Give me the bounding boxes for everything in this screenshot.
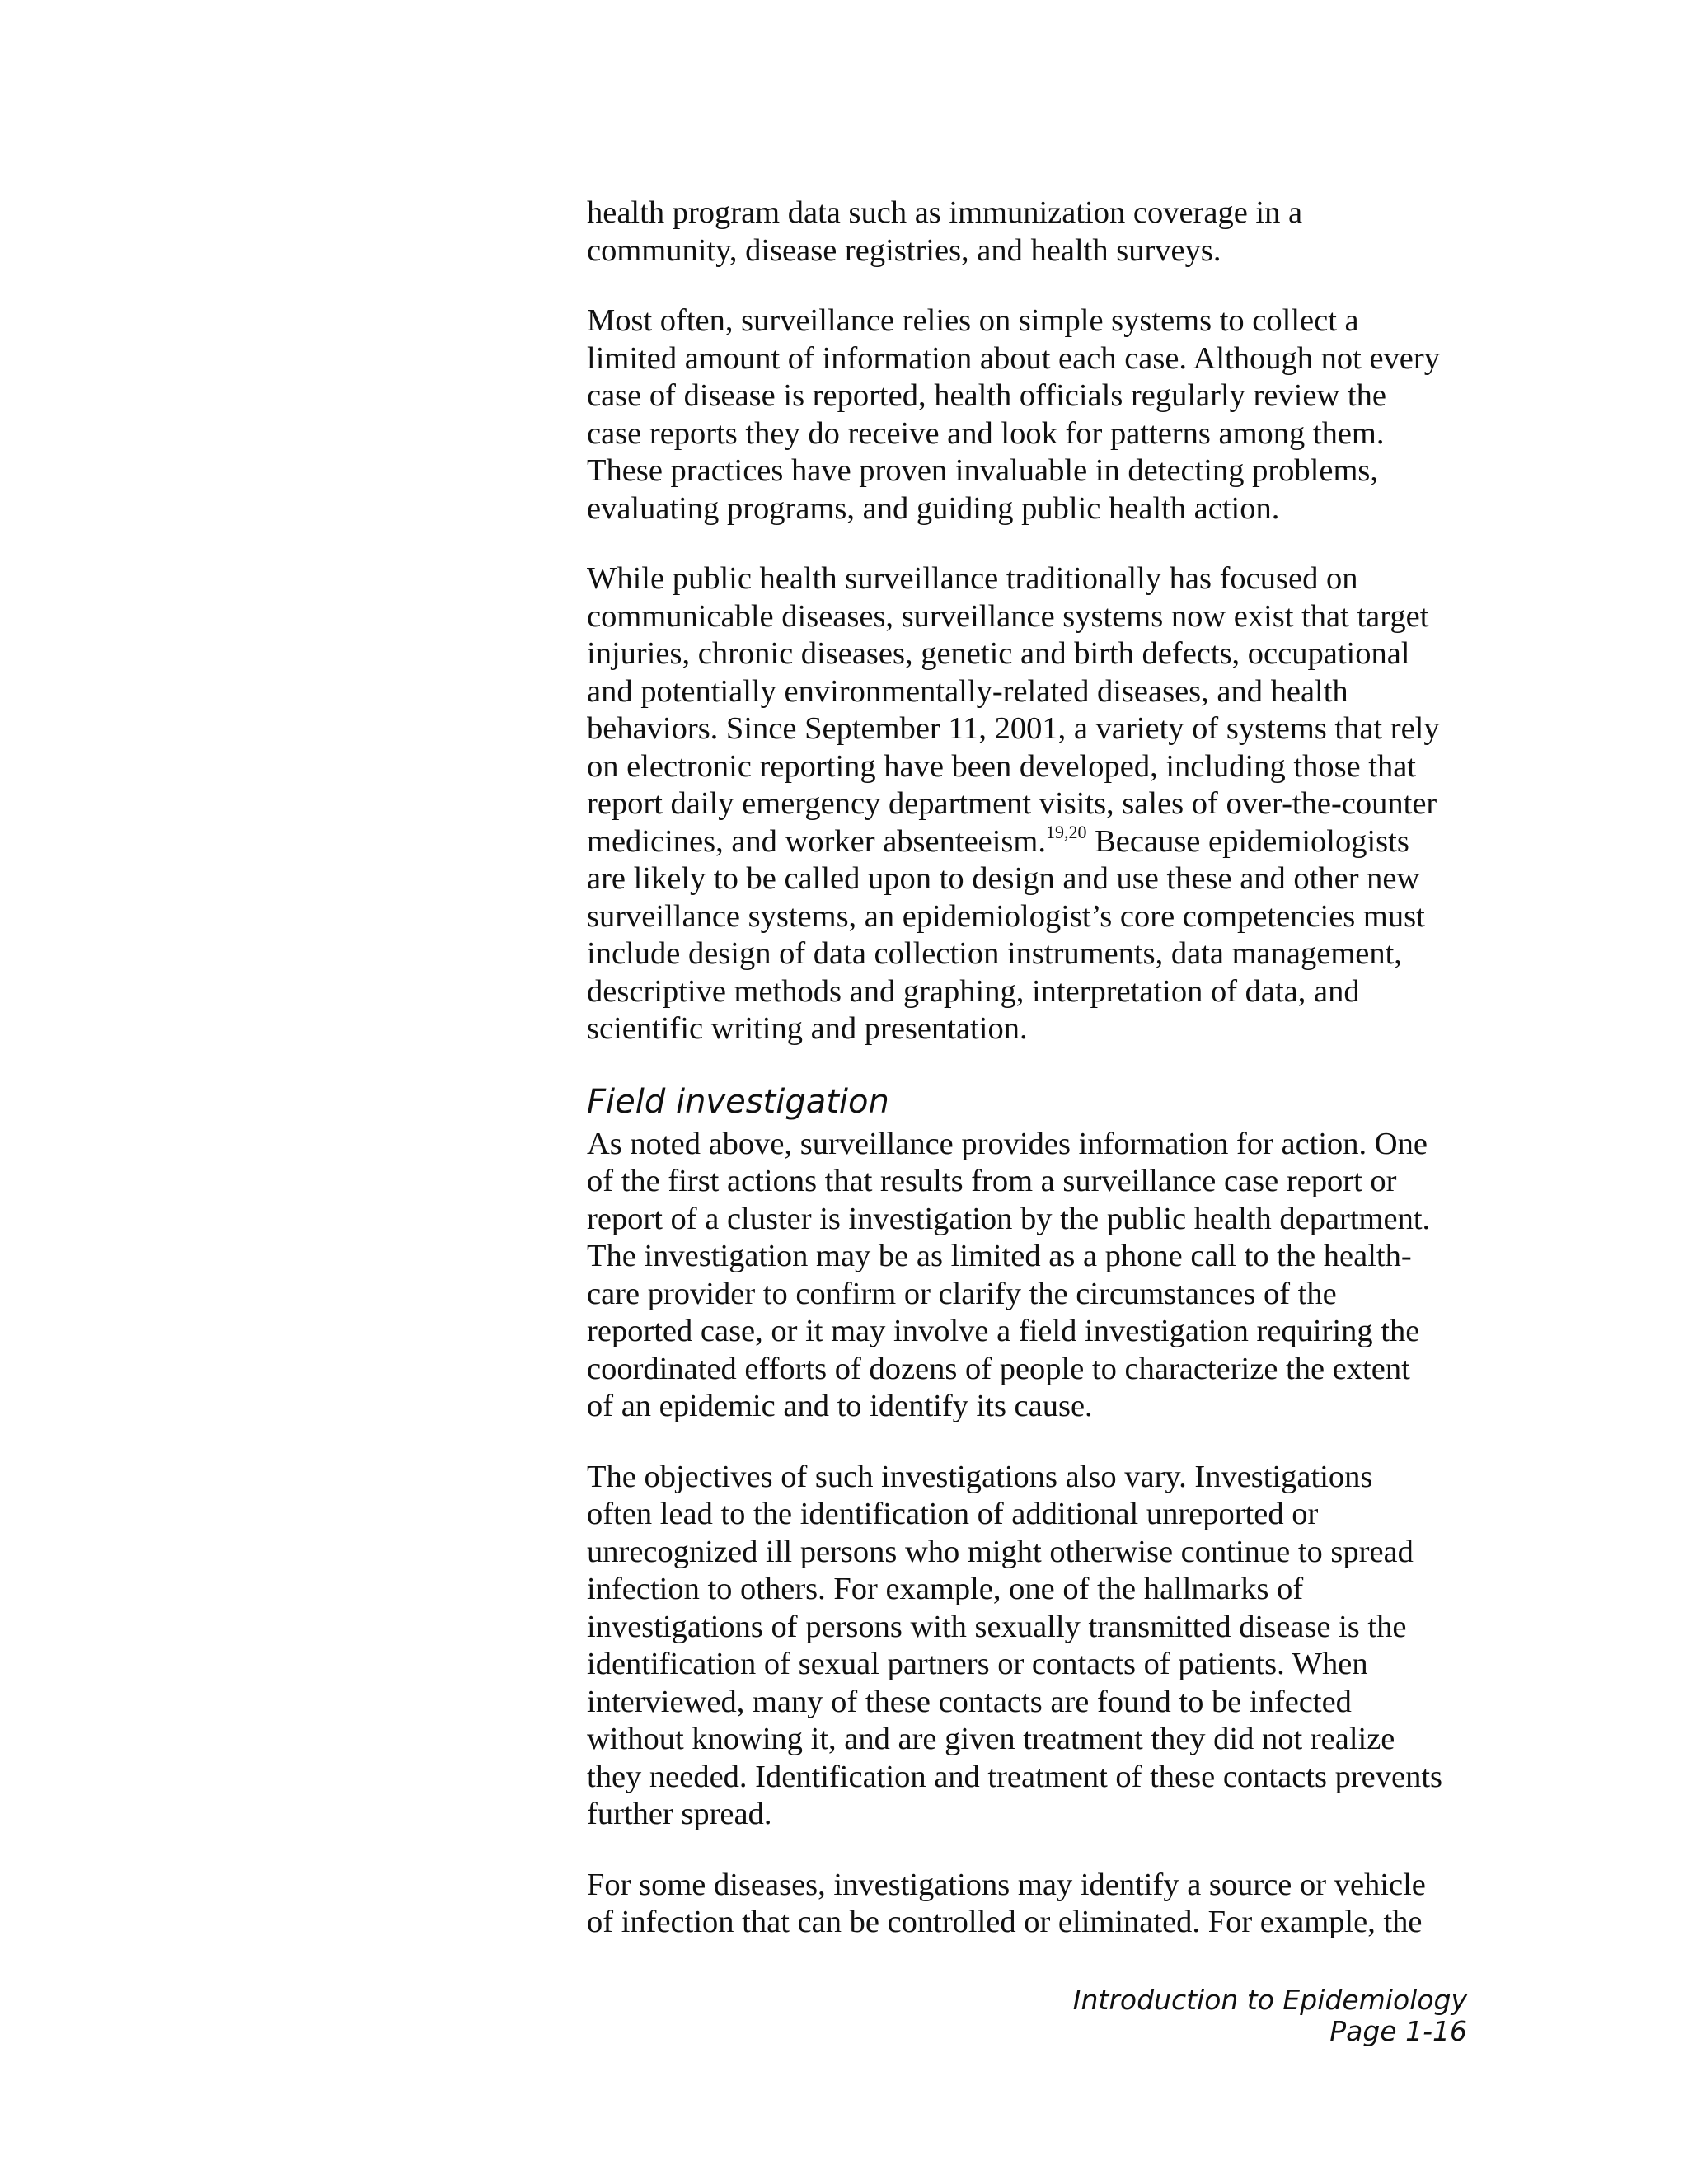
text-line: case reports they do receive and look for patterns among them. — [587, 415, 1385, 451]
text-line: investigations of persons with sexually transmitted disease is the — [587, 1609, 1407, 1644]
text-line: community, disease registries, and health surveys. — [587, 232, 1221, 268]
text-line: injuries, chronic diseases, genetic and birth defects, occupational — [587, 636, 1410, 671]
text-line: identification of sexual partners or contacts of patients. When — [587, 1647, 1368, 1681]
text-line-with-reference — [587, 823, 1477, 861]
text-line: descriptive methods and graphing, interpretation of data, and — [587, 973, 1360, 1009]
text-line: behaviors. Since September 11, 2001, a variety of systems that rely — [587, 711, 1440, 746]
text-line: scientific writing and presentation. — [587, 1011, 1028, 1046]
page-footer — [1073, 1985, 1467, 2047]
text-line: For some diseases, investigations may identify a source or vehicle — [587, 1867, 1426, 1902]
text-line: without knowing it, and are given treatment they did not realize — [587, 1722, 1395, 1756]
text-segment: Because epidemiologists — [1086, 823, 1409, 859]
text-line: Most often, surveillance relies on simple systems to collect a — [587, 303, 1359, 338]
text-segment: medicines, and worker absenteeism. — [587, 823, 1046, 859]
text-line: of infection that can be controlled or eliminated. For example, the — [587, 1905, 1423, 1939]
section-heading: Field investigation — [587, 1082, 889, 1121]
paragraph — [587, 302, 1477, 527]
text-line: care provider to confirm or clarify the circumstances of the — [587, 1276, 1337, 1311]
text-line: on electronic reporting have been developed, including those that — [587, 748, 1417, 784]
text-line: communicable diseases, surveillance systems now exist that target — [587, 598, 1429, 634]
text-line: The investigation may be as limited as a phone call to the health- — [587, 1239, 1412, 1273]
text-line: unrecognized ill persons who might otherwise continue to spread — [587, 1534, 1414, 1569]
text-line: evaluating programs, and guiding public health action. — [587, 490, 1280, 526]
text-line: limited amount of information about each case. Although not every — [587, 340, 1440, 376]
text-line: health program data such as immunization coverage in a — [587, 195, 1303, 230]
text-line: infection to others. For example, one of the hallmarks of — [587, 1572, 1304, 1606]
text-line: of the first actions that results from a surveillance case report or — [587, 1164, 1397, 1198]
text-line: reported case, or it may involve a field investigation requiring the — [587, 1314, 1420, 1348]
body-text — [587, 194, 1477, 1975]
text-line: surveillance systems, an epidemiologist’s core competencies must — [587, 898, 1425, 934]
text-line: report daily emergency department visits, sales of over-the-counter — [587, 786, 1437, 821]
text-line: interviewed, many of these contacts are found to be infected — [587, 1684, 1352, 1719]
text-line: further spread. — [587, 1797, 772, 1831]
reference-superscript: 19,20 — [1046, 821, 1087, 842]
footer-book-title: Introduction to Epidemiology — [1072, 1984, 1467, 2016]
paragraph — [587, 194, 1477, 269]
text-line: of an epidemic and to identify its cause. — [587, 1389, 1093, 1423]
text-line: The objectives of such investigations also vary. Investigations — [587, 1459, 1373, 1494]
paragraph — [587, 1126, 1477, 1426]
text-line: are likely to be called upon to design and use these and other new — [587, 861, 1420, 896]
text-line: case of disease is reported, health officials regularly review the — [587, 378, 1386, 413]
text-line: While public health surveillance traditionally has focused on — [587, 561, 1358, 596]
text-line: and potentially environmentally-related diseases, and health — [587, 673, 1348, 709]
text-line: report of a cluster is investigation by the public health department. — [587, 1201, 1431, 1236]
paragraph — [587, 1459, 1477, 1834]
text-line: include design of data collection instruments, data management, — [587, 936, 1402, 971]
text-line: coordinated efforts of dozens of people to characterize the extent — [587, 1351, 1410, 1386]
text-line: As noted above, surveillance provides information for action. One — [587, 1126, 1428, 1161]
paragraph — [587, 560, 1477, 1048]
text-line: These practices have proven invaluable in detecting problems, — [587, 453, 1378, 488]
footer-page-number: Page 1-16 — [1329, 2015, 1467, 2047]
paragraph — [587, 1867, 1477, 1942]
text-line: often lead to the identification of additional unreported or — [587, 1497, 1319, 1531]
text-line: they needed. Identification and treatment of these contacts prevents — [587, 1759, 1443, 1794]
